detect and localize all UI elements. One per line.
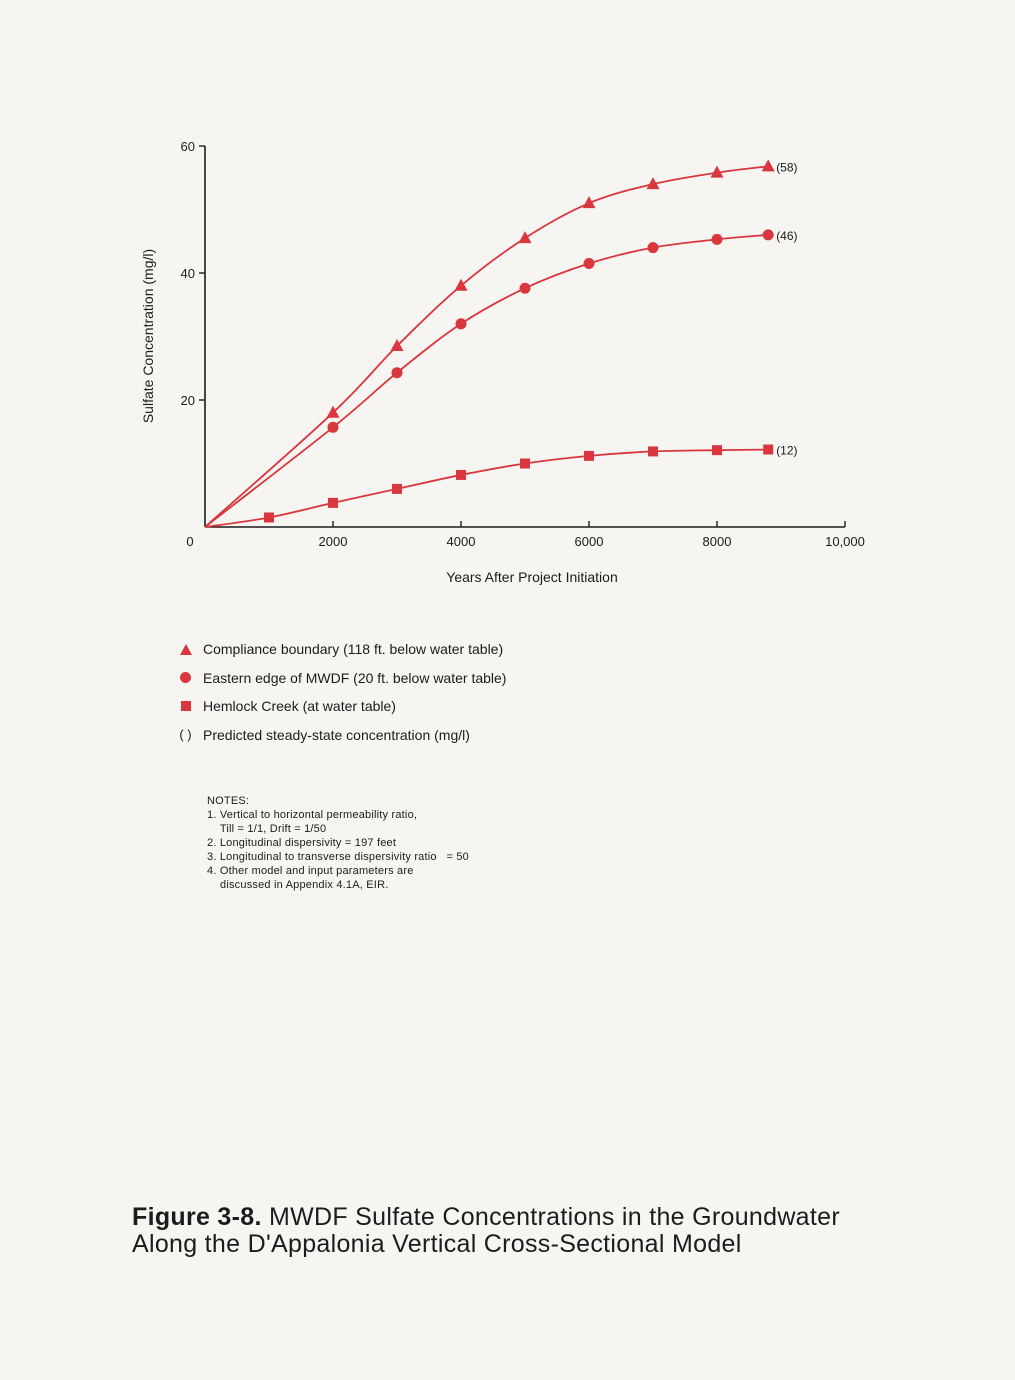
x-tick-label: 4000	[446, 534, 476, 549]
circle-marker	[648, 242, 659, 253]
circle-marker	[520, 283, 531, 294]
note-line: discussed in Appendix 4.1A, EIR.	[207, 879, 389, 891]
square-marker	[264, 512, 274, 522]
series-line	[205, 235, 768, 527]
legend-item	[168, 664, 506, 693]
notes-heading: NOTES:	[207, 795, 250, 807]
circle-marker	[456, 318, 467, 329]
square-marker	[328, 498, 338, 508]
y-tick-label: 60	[180, 139, 195, 154]
note-line: 1. Vertical to horizontal permeability ratio,	[207, 809, 418, 821]
note-line: 2. Longitudinal dispersivity = 197 feet	[207, 837, 397, 849]
circle-legend-icon	[168, 672, 203, 683]
series-line	[205, 166, 768, 527]
legend-label: Hemlock Creek (at water table)	[203, 698, 396, 714]
x-tick-label: 10,000	[825, 534, 865, 549]
triangle-marker	[762, 159, 775, 171]
figure-caption	[132, 1204, 892, 1258]
y-axis-title: Sulfate Concentration (mg/l)	[140, 248, 156, 424]
steady-state-label: (58)	[776, 160, 798, 175]
y-tick-label: 40	[180, 266, 195, 281]
steady-state-label: (12)	[776, 443, 798, 458]
chart-series	[205, 159, 798, 527]
figure-title: MWDF Sulfate Concentrations in the Groundwater Along the D'Appalonia Vertical Cross-Sectional Model	[132, 1203, 840, 1258]
legend-item	[168, 721, 506, 750]
x-tick-label: 0	[186, 534, 194, 549]
square-marker	[584, 451, 594, 461]
series-square	[205, 444, 798, 527]
triangle-marker	[455, 279, 468, 291]
figure-label: Figure 3-8.	[132, 1203, 262, 1231]
note-line: 4. Other model and input parameters are	[207, 865, 414, 877]
legend-item	[168, 692, 506, 721]
legend-item	[168, 635, 506, 664]
chart-axes	[140, 139, 865, 585]
series-circle	[205, 229, 798, 527]
x-tick-label: 2000	[318, 534, 348, 549]
square-marker	[712, 445, 722, 455]
square-marker	[456, 470, 466, 480]
circle-marker	[712, 234, 723, 245]
legend-label: Eastern edge of MWDF (20 ft. below water table)	[203, 669, 507, 686]
circle-marker	[392, 367, 403, 378]
legend-label: Compliance boundary (118 ft. below water table)	[203, 641, 504, 657]
x-tick-label: 8000	[702, 534, 732, 549]
series-triangle	[205, 159, 798, 527]
chart-legend	[168, 635, 506, 749]
x-tick-label: 6000	[574, 534, 604, 549]
triangle-marker	[519, 231, 532, 243]
square-marker	[520, 459, 530, 469]
notes-block	[207, 794, 469, 892]
circle-marker	[584, 258, 595, 269]
steady-state-label: (46)	[776, 228, 798, 243]
circle-marker	[763, 229, 774, 240]
square-marker	[763, 445, 773, 455]
note-line: 3. Longitudinal to transverse dispersivity ratio = 50	[207, 851, 469, 863]
square-marker	[392, 484, 402, 494]
y-tick-label: 20	[180, 393, 195, 408]
paren-legend-icon: ( )	[179, 726, 192, 742]
note-line: Till = 1/1, Drift = 1/50	[207, 823, 327, 835]
triangle-legend-icon	[168, 644, 203, 655]
legend-label: Predicted steady-state concentration (mg/l)	[203, 726, 470, 743]
square-legend-icon	[168, 701, 203, 711]
circle-marker	[328, 422, 339, 433]
x-axis-title: Years After Project Initiation	[446, 569, 618, 585]
square-marker	[648, 446, 658, 456]
